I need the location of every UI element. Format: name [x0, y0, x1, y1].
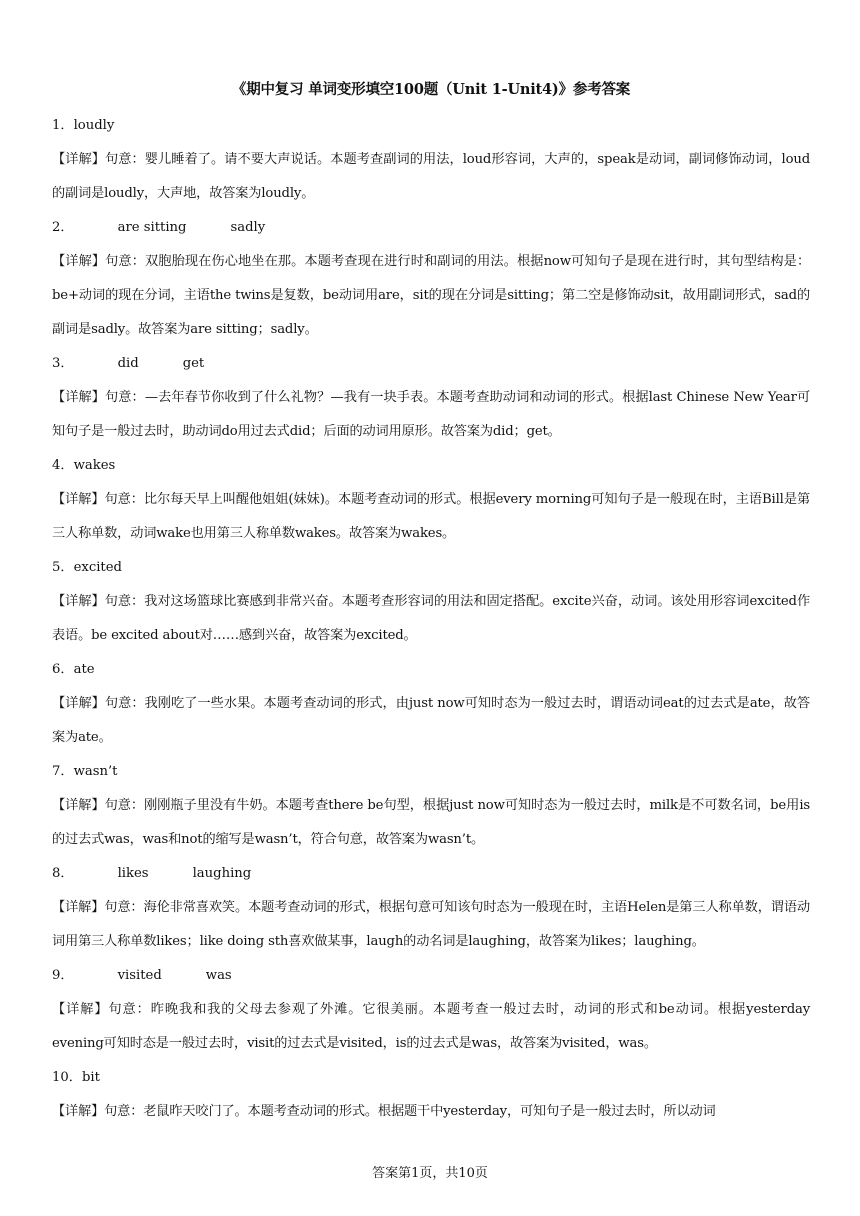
answer-line [52, 755, 810, 789]
answer-line [52, 211, 810, 245]
answer-list [52, 109, 810, 1129]
answer-explanation: 【详解】句意：老鼠昨天咬门了。本题考查动词的形式。根据题干中yesterday，可知句子是一般过去时，所以动词 [52, 1104, 716, 1119]
answer-explanation: 【详解】句意：海伦非常喜欢笑。本题考查动词的形式，根据句意可知该句时态为一般现在时，主语Helen是第三人称单数，谓语动词用第三人称单数likes；like doing sth喜欢做某事，laugh的动名词是laughing，故答案为likes；laughing。 [52, 900, 810, 949]
question-number: 7． [52, 764, 74, 779]
page-title: 《期中复习 单词变形填空100题（Unit 1-Unit4)》参考答案 [231, 81, 631, 98]
question-number: 9． [52, 968, 74, 983]
page-footer: 答案第1页，共10页 [372, 1166, 488, 1181]
answer-word: get [182, 356, 205, 371]
answer-line [52, 449, 810, 483]
question-number: 6． [52, 662, 74, 677]
answer-word: are sitting [117, 220, 187, 235]
question-number: 10． [52, 1070, 82, 1085]
answer-item [52, 347, 810, 449]
answer-explanation: 【详解】句意：双胞胎现在伤心地坐在那。本题考查现在进行时和副词的用法。根据now可知句子是现在进行时，其句型结构是：be+动词的现在分词，主语the twins是复数，be动词用are，sit的现在分词是sitting；第二空是修饰动sit，故用副词形式，sad的副词是sadly。故答案为are sitting；sadly。 [52, 254, 810, 337]
answer-word: visited [117, 968, 162, 983]
answer-line [52, 959, 810, 993]
answer-line [52, 109, 810, 143]
answer-line [52, 857, 810, 891]
answer-explanation: 【详解】句意：刚刚瓶子里没有牛奶。本题考查there be句型，根据just now可知时态为一般过去时，milk是不可数名词，be用is的过去式was，was和not的缩写是wasn’t，符合句意，故答案为wasn’t。 [52, 798, 810, 847]
answer-word: loudly [73, 118, 115, 133]
answer-word: excited [73, 560, 122, 575]
answer-item [52, 959, 810, 1061]
answer-item [52, 551, 810, 653]
answer-line [52, 653, 810, 687]
answer-explanation: 【详解】句意：婴儿睡着了。请不要大声说话。本题考查副词的用法，loud形容词，大声的，speak是动词，副词修饰动词，loud的副词是loudly，大声地，故答案为loudly。 [52, 152, 810, 201]
answer-item [52, 109, 810, 211]
answer-explanation: 【详解】句意：—去年春节你收到了什么礼物？—我有一块手表。本题考查助动词和动词的形式。根据last Chinese New Year可知句子是一般过去时，助动词do用过去式did；后面的动词用原形。故答案为did；get。 [52, 390, 810, 439]
answer-explanation: 【详解】句意：我刚吃了一些水果。本题考查动词的形式，由just now可知时态为一般过去时，谓语动词eat的过去式是ate，故答案为ate。 [52, 696, 810, 745]
answer-item [52, 211, 810, 347]
answer-page [52, 78, 810, 1129]
answer-word: was [205, 968, 232, 983]
answer-word: sadly [230, 220, 266, 235]
answer-explanation: 【详解】句意：我对这场篮球比赛感到非常兴奋。本题考查形容词的用法和固定搭配。excite兴奋，动词。该处用形容词excited作表语。be excited about对……感到兴奋，故答案为excited。 [52, 594, 810, 643]
answer-line [52, 1061, 810, 1095]
answer-word: did [117, 356, 139, 371]
answer-explanation: 【详解】句意：比尔每天早上叫醒他姐姐(妹妹)。本题考查动词的形式。根据every morning可知句子是一般现在时，主语Bill是第三人称单数，动词wake也用第三人称单数wakes。故答案为wakes。 [52, 492, 810, 541]
answer-line [52, 551, 810, 585]
answer-item [52, 1061, 810, 1129]
question-number: 1． [52, 118, 74, 133]
answer-word: wasn’t [73, 764, 118, 779]
answer-item [52, 755, 810, 857]
question-number: 4． [52, 458, 74, 473]
answer-word: bit [81, 1070, 100, 1085]
answer-word: likes [117, 866, 149, 881]
question-number: 5． [52, 560, 74, 575]
answer-word: ate [73, 662, 95, 677]
answer-item [52, 449, 810, 551]
answer-item [52, 653, 810, 755]
question-number: 8． [52, 866, 74, 881]
answer-line [52, 347, 810, 381]
question-number: 3． [52, 356, 74, 371]
answer-word: wakes [73, 458, 116, 473]
question-number: 2． [52, 220, 74, 235]
answer-item [52, 857, 810, 959]
answer-word: laughing [192, 866, 252, 881]
answer-explanation: 【详解】句意：昨晚我和我的父母去参观了外滩。它很美丽。本题考查一般过去时，动词的形式和be动词。根据yesterday evening可知时态是一般过去时，visit的过去式是visited，is的过去式是was，故答案为visited，was。 [52, 1002, 810, 1051]
